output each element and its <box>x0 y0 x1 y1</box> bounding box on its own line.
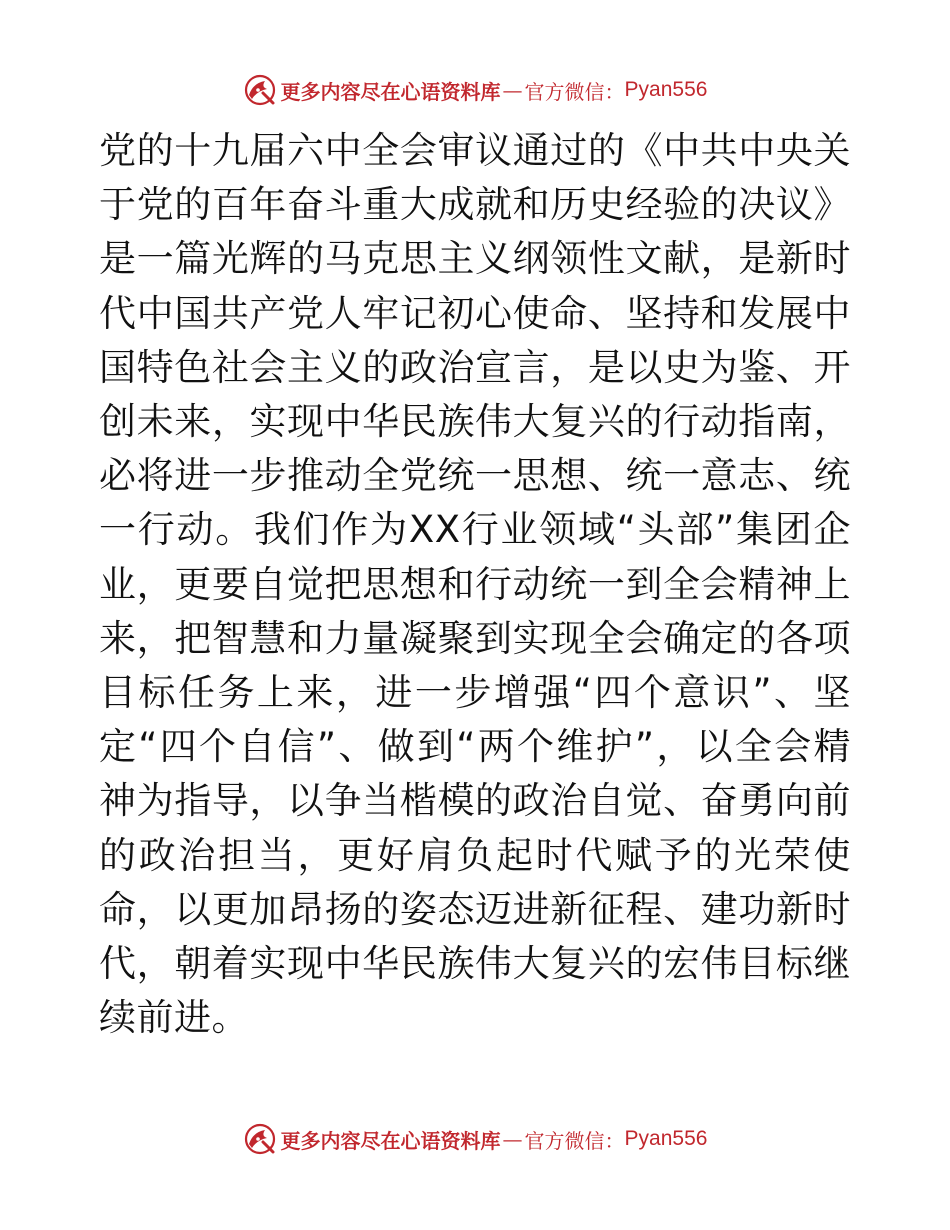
banner-wechat-id: Pyan556 <box>624 1127 708 1150</box>
footer-banner <box>0 1119 950 1159</box>
banner-title: 更多内容尽在心语资料库 <box>280 79 501 104</box>
banner-dash: — <box>502 1127 523 1151</box>
banner-wechat-id: Pyan556 <box>624 78 708 101</box>
banner-dash: — <box>502 78 523 102</box>
banner-wechat-label: 官方微信： <box>524 79 625 104</box>
header-banner <box>0 70 950 110</box>
pen-nib-logo-icon <box>243 1122 277 1156</box>
body-paragraph: 党的十九届六中全会审议通过的《中共中央关于党的百年奋斗重大成就和历史经验的决议》是一篇光辉的马克思主义纲领性文献，是新时代中国共产党人牢记初心使命、坚持和发展中国特色社会主义的政治宣言，是以史为鉴、开创未来，实现中华民族伟大复兴的行动指南，必将进一步推动全党统一思想、统一意志、统一行动。我们作为XX行业领域“头部”集团企业，更要自觉把思想和行动统一到全会精神上来，把智慧和力量凝聚到实现全会确定的各项目标任务上来，进一步增强“四个意识”、坚定“四个自信”、做到“两个维护”，以全会精神为指导，以争当楷模的政治自觉、奋勇向前的政治担当，更好肩负起时代赋予的光荣使命，以更加昂扬的姿态迈进新征程、建功新时代，朝着实现中华民族伟大复兴的宏伟目标继续前进。 <box>99 129 851 1040</box>
banner-wechat-label: 官方微信： <box>524 1128 625 1153</box>
pen-nib-logo-icon <box>243 73 277 107</box>
banner-title: 更多内容尽在心语资料库 <box>280 1128 501 1153</box>
